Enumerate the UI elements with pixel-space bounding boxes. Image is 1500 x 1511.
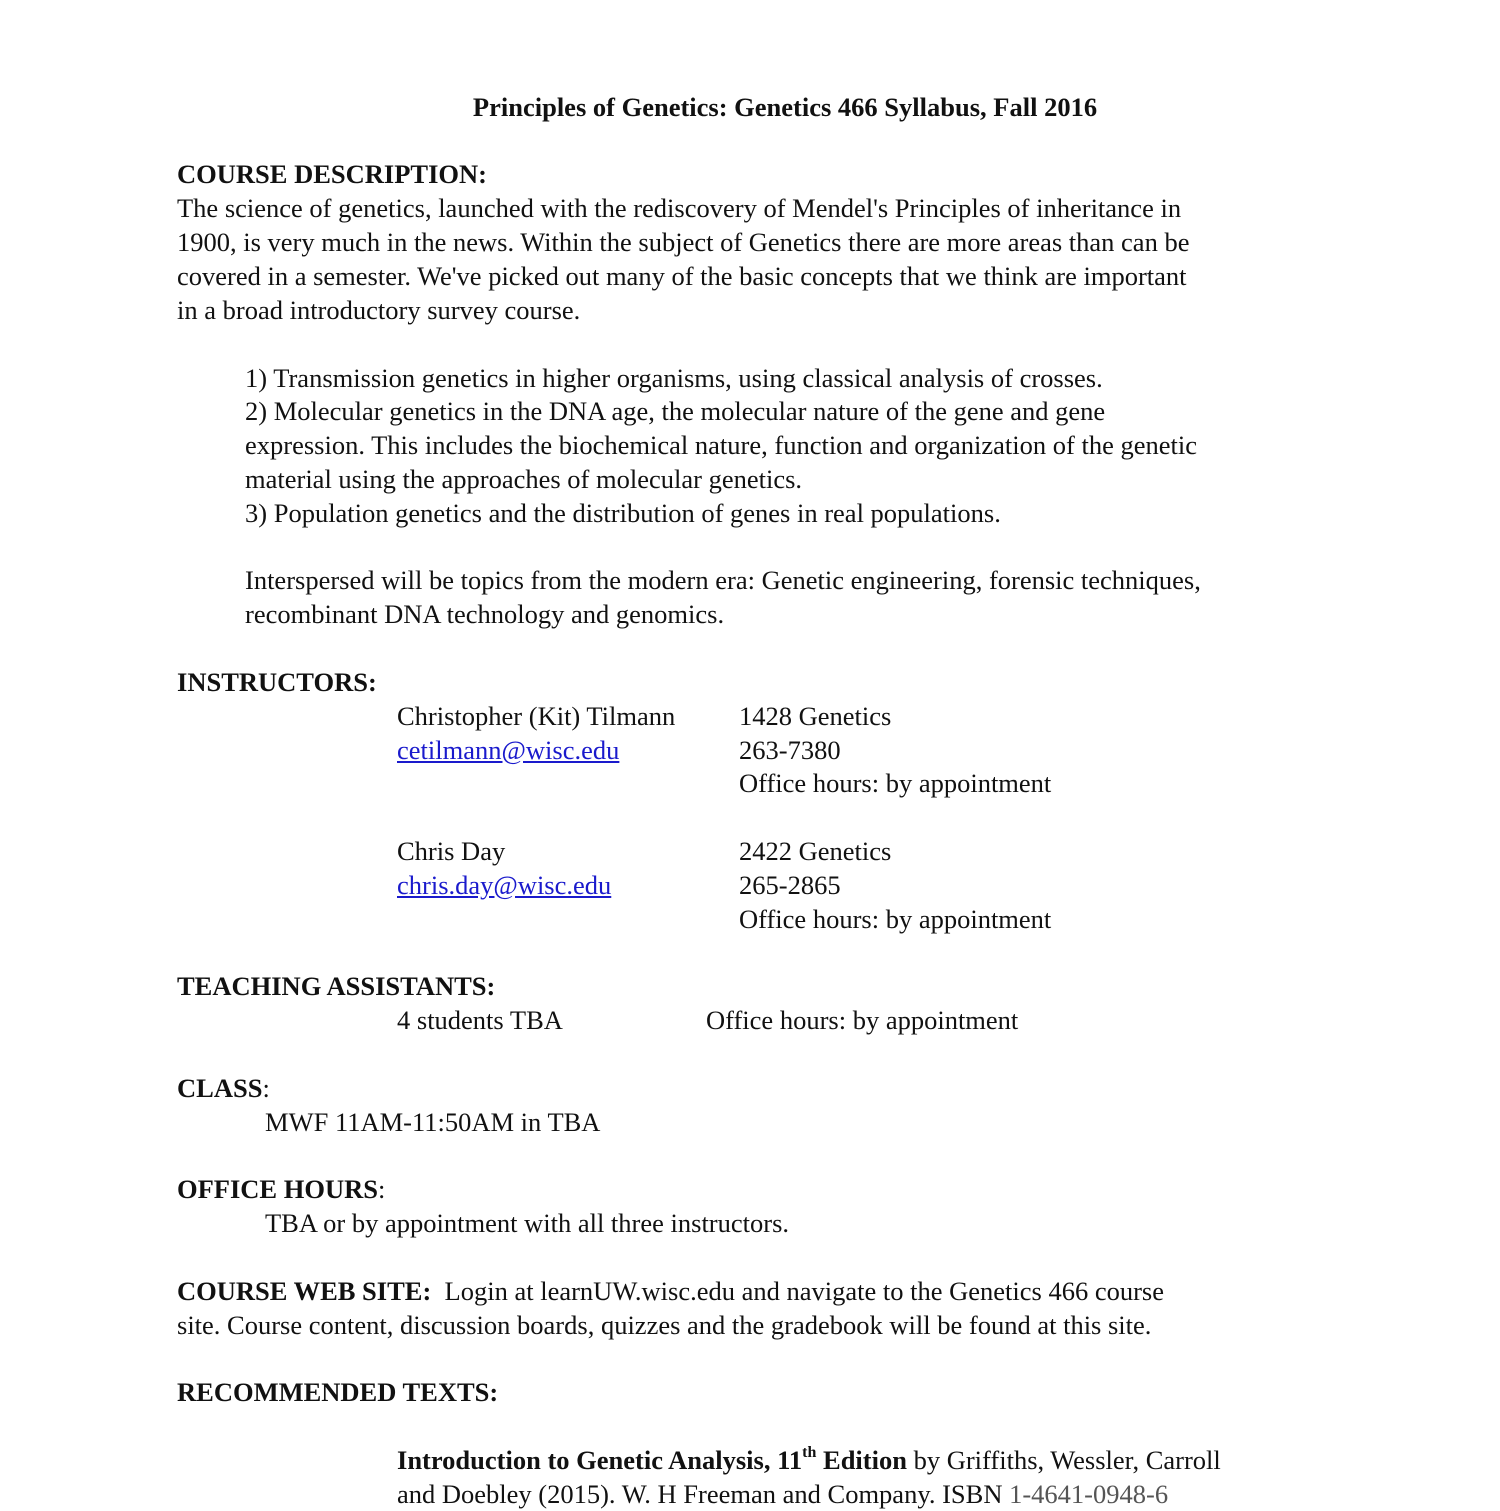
topic-item: material using the approaches of molecular genetics. (245, 464, 803, 494)
book-edition-sup: th (802, 1444, 817, 1462)
recommended-book-line2 (397, 1477, 1168, 1511)
office-hours-heading: OFFICE HOURS (177, 1174, 378, 1204)
instructor-name: Christopher (Kit) Tilmann (397, 701, 676, 731)
description-line: covered in a semester. We've picked out many of the basic concepts that we think are important (177, 261, 1187, 291)
book-publisher: and Doebley (2015). W. H Freeman and Company. ISBN (397, 1479, 1010, 1509)
course-web-site-line1: Login at learnUW.wisc.edu and navigate to the Genetics 466 course (444, 1276, 1164, 1306)
topic-item: 2) Molecular genetics in the DNA age, the molecular nature of the gene and gene (245, 396, 1106, 426)
instructor-email-link[interactable]: cetilmann@wisc.edu (397, 735, 620, 765)
ta-office-hours: Office hours: by appointment (706, 1005, 1019, 1035)
topic-item: 3) Population genetics and the distribution of genes in real populations. (245, 498, 1001, 528)
instructor-office-hours: Office hours: by appointment (739, 904, 1052, 934)
instructor-phone: 265-2865 (739, 870, 841, 900)
recommended-texts-heading: RECOMMENDED TEXTS: (177, 1377, 499, 1407)
instructor-office-hours: Office hours: by appointment (739, 768, 1052, 798)
book-authors: by Griffiths, Wessler, Carroll (906, 1445, 1221, 1475)
instructor-office: 2422 Genetics (739, 836, 892, 866)
class-heading: CLASS (177, 1073, 263, 1103)
recommended-book-line1 (397, 1443, 1221, 1477)
course-web-site-row (177, 1274, 1164, 1308)
ta-who: 4 students TBA (397, 1005, 563, 1035)
course-web-site-line2: site. Course content, discussion boards, quizzes and the gradebook will be found at this site. (177, 1310, 1152, 1340)
book-isbn: 1-4641-0948-6 (1009, 1479, 1169, 1509)
instructor-phone: 263-7380 (739, 735, 841, 765)
page-title: Principles of Genetics: Genetics 466 Syllabus, Fall 2016 (472, 92, 1098, 122)
office-hours-colon: : (377, 1174, 386, 1204)
book-title: Introduction to Genetic Analysis, 11 (397, 1445, 803, 1475)
course-description-heading: COURSE DESCRIPTION: (177, 159, 487, 189)
class-schedule: MWF 11AM-11:50AM in TBA (265, 1107, 601, 1137)
class-heading-row (177, 1071, 270, 1105)
instructor-office: 1428 Genetics (739, 701, 892, 731)
topic-item: expression. This includes the biochemical nature, function and organization of the genetic (245, 430, 1197, 460)
teaching-assistants-heading: TEACHING ASSISTANTS: (177, 971, 496, 1001)
course-web-site-heading: COURSE WEB SITE: (177, 1276, 432, 1306)
office-hours-text: TBA or by appointment with all three instructors. (265, 1208, 790, 1238)
description-line: 1900, is very much in the news. Within the subject of Genetics there are more areas than can be (177, 227, 1190, 257)
topic-item: 1) Transmission genetics in higher organisms, using classical analysis of crosses. (245, 363, 1103, 393)
description-line: The science of genetics, launched with the rediscovery of Mendel's Principles of inheritance in (177, 193, 1182, 223)
class-colon: : (262, 1073, 270, 1103)
instructor-email-link[interactable]: chris.day@wisc.edu (397, 870, 612, 900)
description-line: in a broad introductory survey course. (177, 295, 581, 325)
instructors-heading: INSTRUCTORS: (177, 667, 377, 697)
interspersed-line: recombinant DNA technology and genomics. (245, 599, 725, 629)
interspersed-line: Interspersed will be topics from the modern era: Genetic engineering, forensic techniques, (245, 565, 1201, 595)
book-edition: Edition (816, 1445, 907, 1475)
instructor-name: Chris Day (397, 836, 506, 866)
office-hours-heading-row (177, 1172, 385, 1206)
